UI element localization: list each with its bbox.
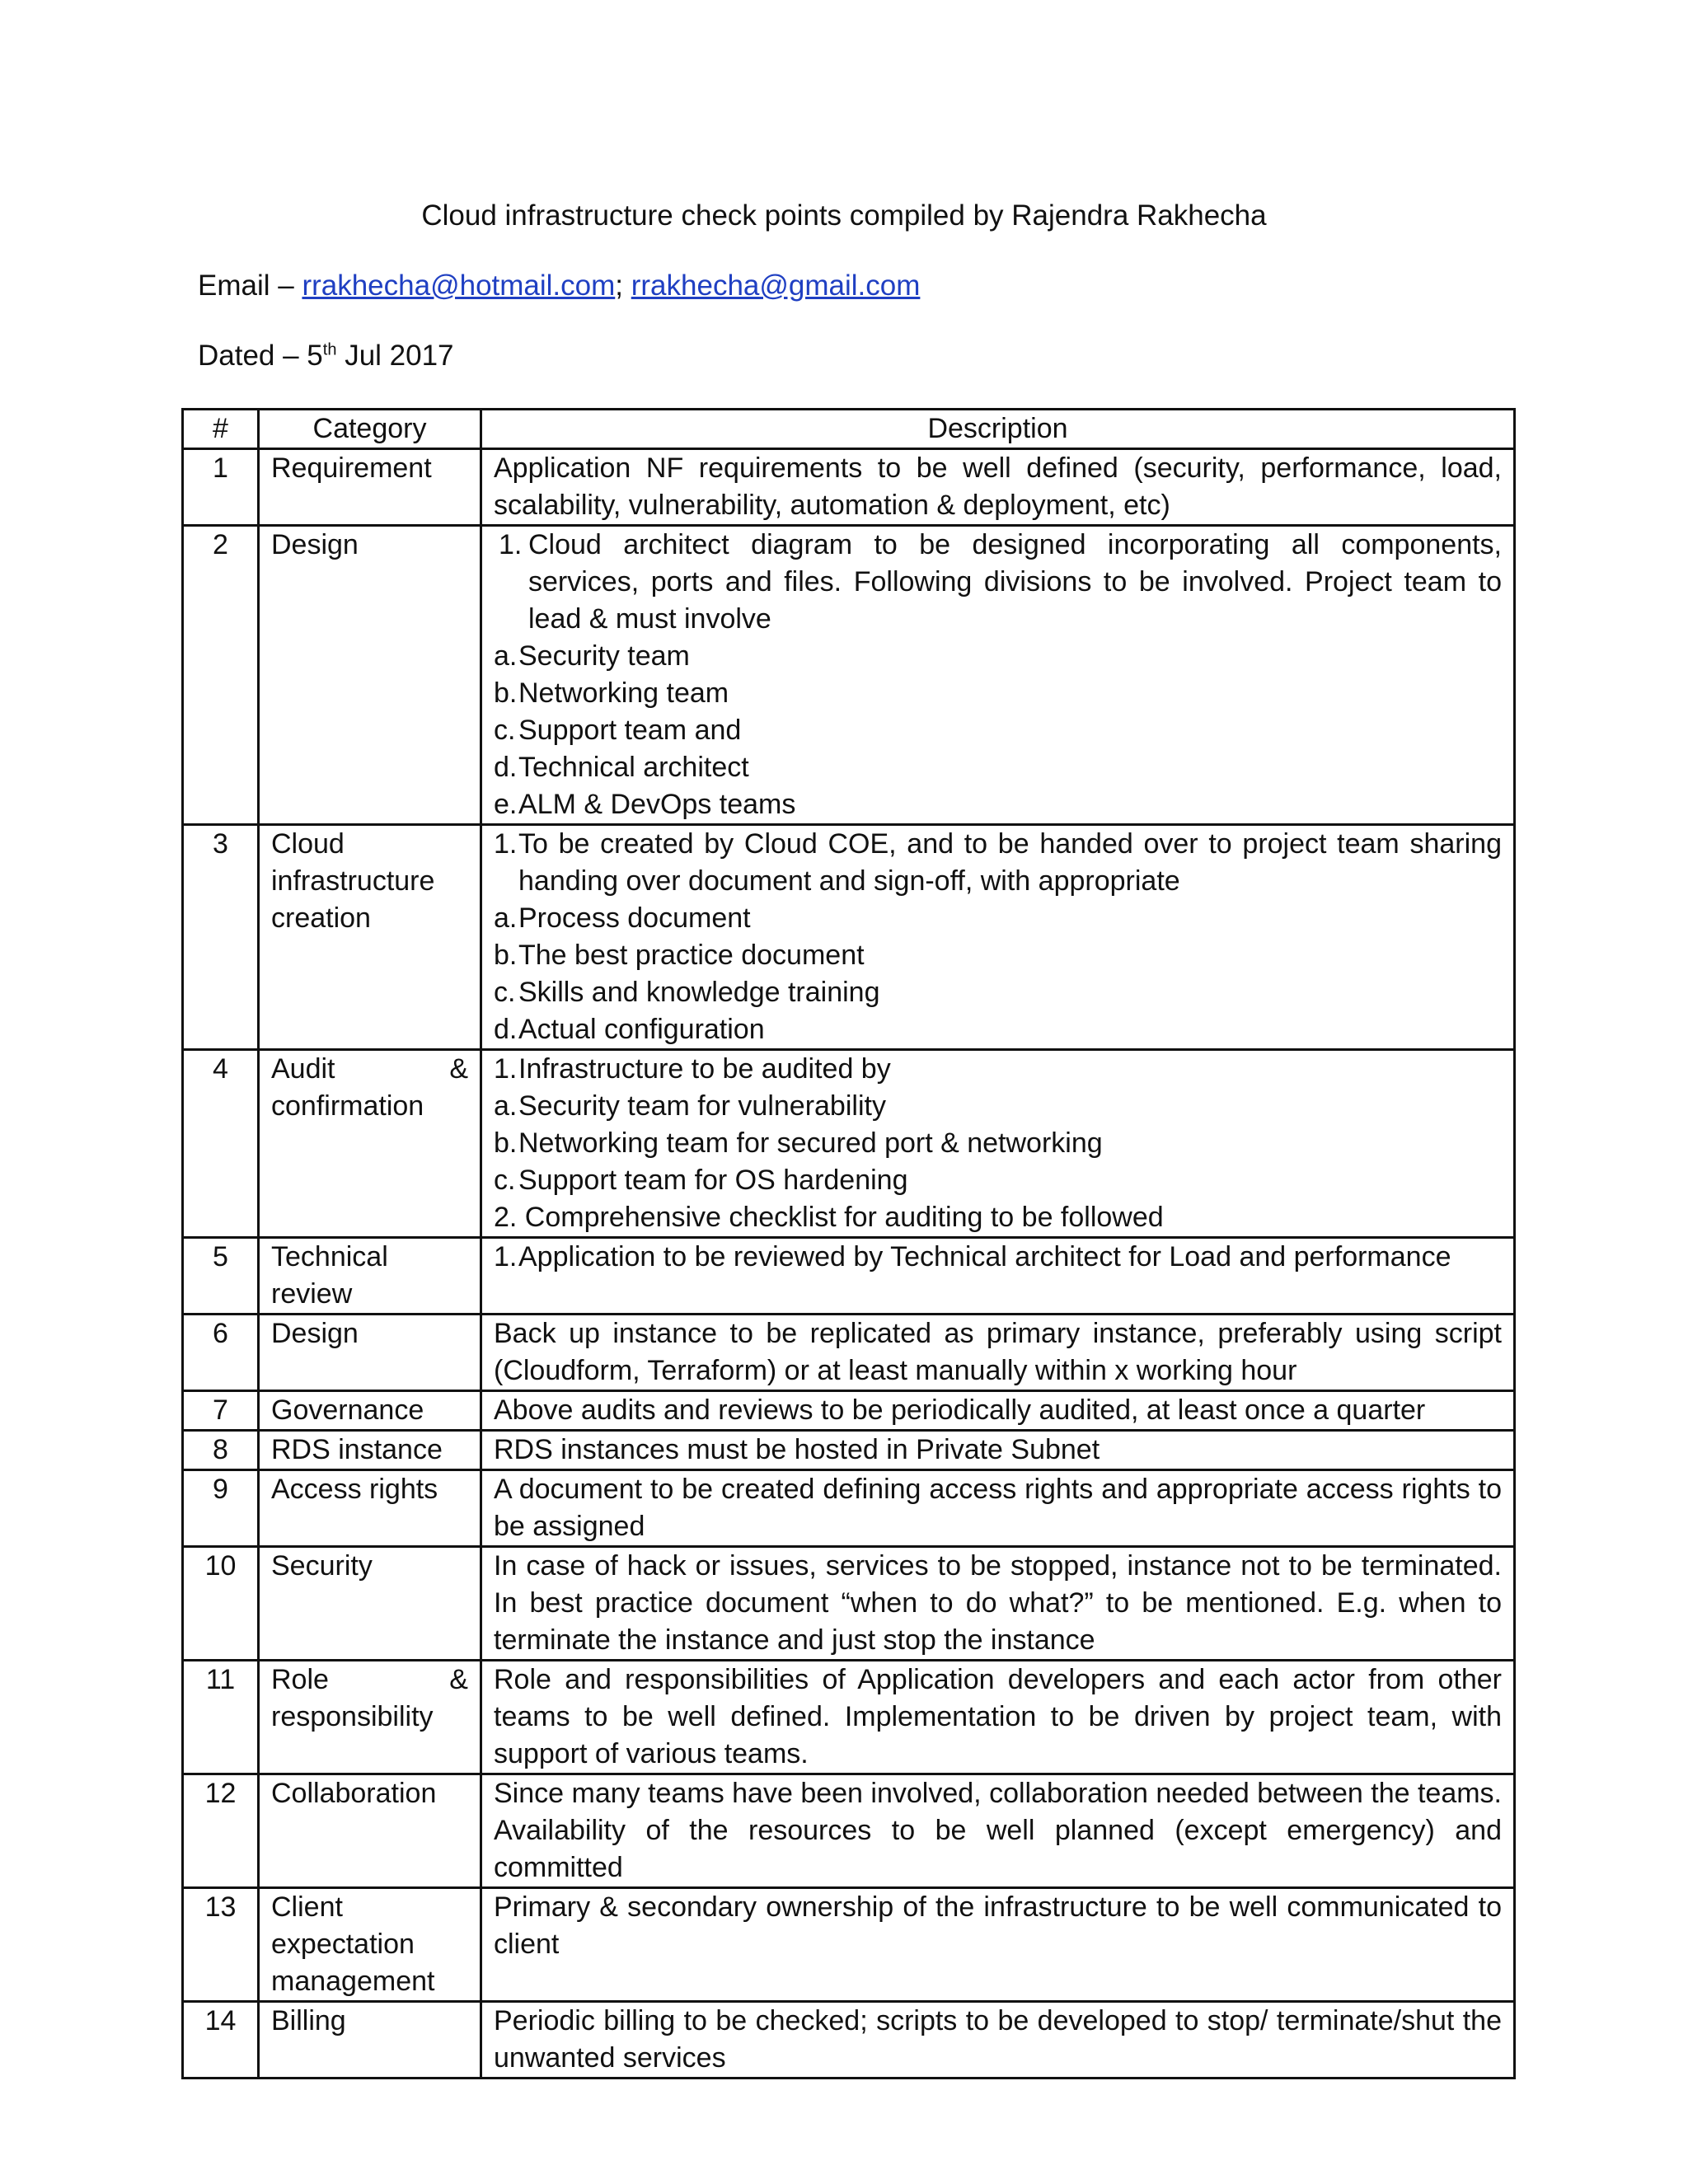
row-category: Client expectation management [259,1888,481,2002]
list-item: e. ALM & DevOps teams [494,789,796,820]
table-row [183,825,1515,1050]
date-label: Dated – 5 [198,340,323,372]
row-number: 3 [183,825,259,1050]
list-item: b. The best practice document [494,940,865,971]
row-category: Collaboration [259,1774,481,1888]
email-link-hotmail[interactable]: rrakhecha@hotmail.com [302,269,616,302]
row-number: 14 [183,2002,259,2079]
list-item: c. Support team for OS hardening [494,1165,908,1196]
table-row [183,1888,1515,2002]
table-row [183,1547,1515,1661]
table-row [183,1774,1515,1888]
table-row [183,1050,1515,1238]
row-description [481,526,1515,825]
list-item: 1. Cloud architect diagram to be designed incorporating all components, services, ports and files. Following divisions to be involved. Project team to lead & must involve [499,529,1502,635]
row-description: A document to be created defining access rights and appropriate access rights to be assigned [481,1470,1515,1547]
row-description [481,1050,1515,1238]
date-ordinal-suffix: th [322,340,337,359]
row-category: Technical review [259,1238,481,1315]
row-category: Governance [259,1391,481,1431]
email-link-gmail[interactable]: rrakhecha@gmail.com [631,269,921,302]
list-item: c. Skills and knowledge training [494,977,880,1008]
row-number: 6 [183,1315,259,1391]
email-separator: ; [615,269,631,302]
list-item: 2. Comprehensive checklist for auditing to be followed [494,1202,1164,1233]
table-row [183,1661,1515,1774]
row-category: Design [259,526,481,825]
row-description: RDS instances must be hosted in Private Subnet [481,1431,1515,1470]
table-row [183,1391,1515,1431]
row-description: Role and responsibilities of Application developers and each actor from other teams to be well defined. Implementation to be driven by project team, with support of various teams. [481,1661,1515,1774]
row-number: 11 [183,1661,259,1774]
date-rest: Jul 2017 [336,340,454,372]
table-header-row [183,410,1515,449]
email-label: Email – [198,269,302,302]
row-number: 12 [183,1774,259,1888]
list-item: c. Support team and [494,715,742,746]
row-number: 1 [183,449,259,526]
row-description [481,1238,1515,1315]
table-row [183,526,1515,825]
row-category: Cloud infrastructure creation [259,825,481,1050]
row-description: In case of hack or issues, services to be stopped, instance not to be terminated. In best practice document “when to do what?” to be mentioned. E.g. when to terminate the instance and just stop the instance [481,1547,1515,1661]
row-category: Billing [259,2002,481,2079]
row-number: 5 [183,1238,259,1315]
row-description: Periodic billing to be checked; scripts to be developed to stop/ terminate/shut the unwanted services [481,2002,1515,2079]
list-item: b. Networking team [494,677,729,709]
row-number: 7 [183,1391,259,1431]
table-row [183,1470,1515,1547]
table-row [183,1238,1515,1315]
row-number: 13 [183,1888,259,2002]
list-item: 1. Infrastructure to be audited by [494,1053,891,1085]
row-category: Audit & confirmation [259,1050,481,1238]
table-row [183,1431,1515,1470]
row-description: Above audits and reviews to be periodically audited, at least once a quarter [481,1391,1515,1431]
row-number: 8 [183,1431,259,1470]
list-item: a. Security team for vulnerability [494,1090,886,1122]
list-item: b. Networking team for secured port & networking [494,1127,1103,1159]
row-category: Access rights [259,1470,481,1547]
row-number: 2 [183,526,259,825]
row-description: Primary & secondary ownership of the infrastructure to be well communicated to client [481,1888,1515,2002]
row-category: Requirement [259,449,481,526]
row-description [481,825,1515,1050]
date-line [198,338,454,374]
row-category: Design [259,1315,481,1391]
row-description: Since many teams have been involved, collaboration needed between the teams. Availability of the resources to be well planned (except emergency) and committed [481,1774,1515,1888]
table-row [183,2002,1515,2079]
list-item: a. Security team [494,640,690,672]
header-description: Description [481,410,1515,449]
row-description: Application NF requirements to be well defined (security, performance, load, scalability, vulnerability, automation & deployment, etc) [481,449,1515,526]
list-item: d. Actual configuration [494,1014,765,1045]
header-category: Category [259,410,481,449]
table-row [183,449,1515,526]
row-number: 4 [183,1050,259,1238]
row-category: RDS instance [259,1431,481,1470]
checkpoints-table [181,408,1516,2079]
row-number: 9 [183,1470,259,1547]
table-row [183,1315,1515,1391]
document-title: Cloud infrastructure check points compiled by Rajendra Rakhecha [421,199,1267,232]
header-number: # [183,410,259,449]
list-item: d. Technical architect [494,752,749,783]
list-item: 1. To be created by Cloud COE, and to be handed over to project team sharing handing over document and sign-off, with appropriate [494,828,1502,897]
row-description: Back up instance to be replicated as primary instance, preferably using script (Cloudform, Terraform) or at least manually within x working hour [481,1315,1515,1391]
email-line [198,268,920,304]
list-item: a. Process document [494,902,751,934]
row-category: Security [259,1547,481,1661]
list-item: 1. Application to be reviewed by Technical architect for Load and performance [494,1241,1451,1272]
row-number: 10 [183,1547,259,1661]
row-category: Role & responsibility [259,1661,481,1774]
